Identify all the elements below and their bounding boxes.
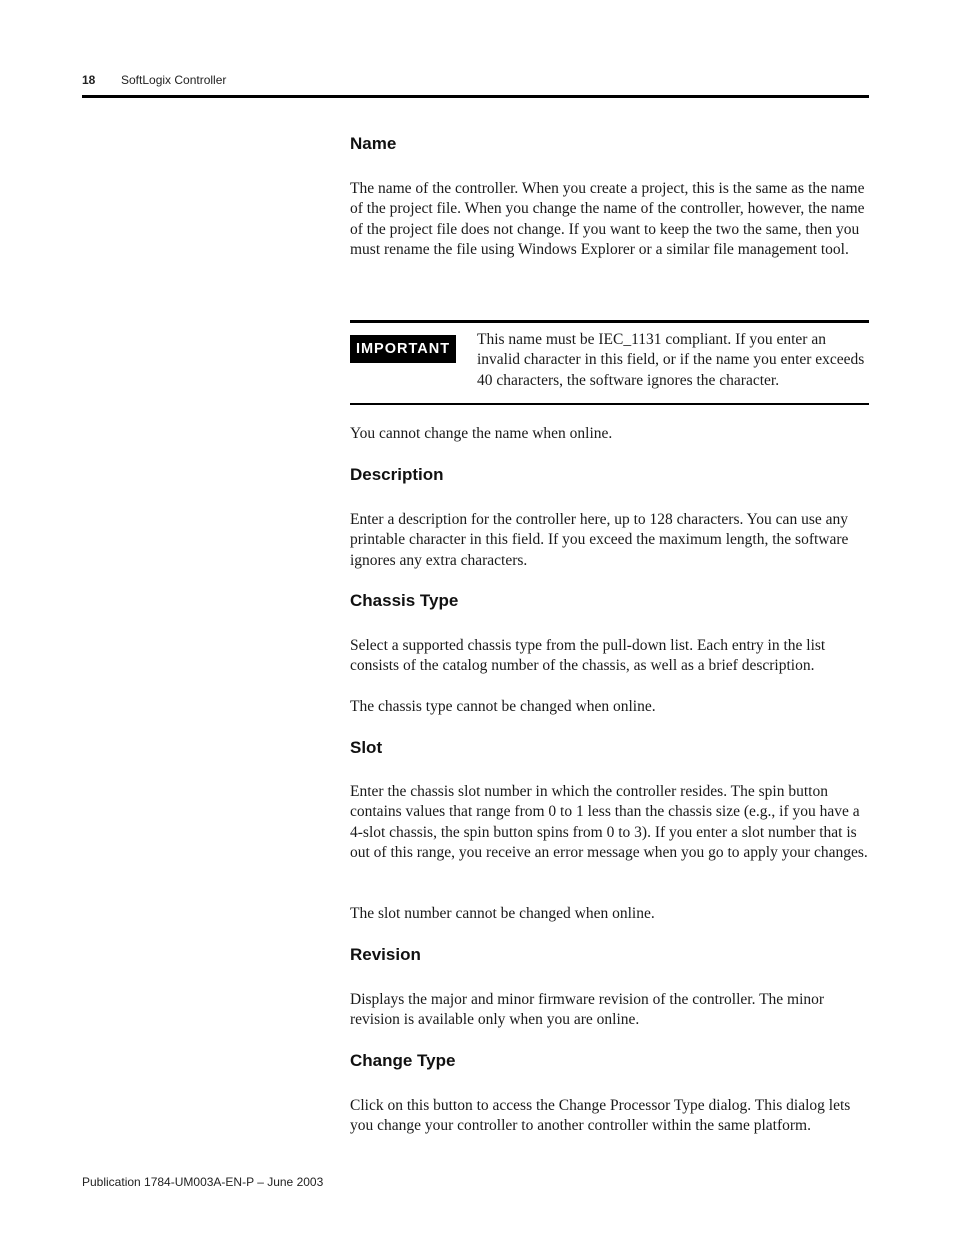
paragraph-description: Enter a description for the controller here, up to 128 characters. You can use any printable character in this field. If you exceed the maximum length, the software ignores any extra characters.	[350, 511, 849, 569]
page-number: 18	[82, 73, 96, 87]
footer-publication: Publication 1784-UM003A-EN-P – June 2003	[82, 1175, 324, 1189]
paragraph-chassis-type: Select a supported chassis type from the pull-down list. Each entry in the list consists of the catalog number of the chassis, as well as a brief description.	[350, 637, 826, 675]
important-label: IMPORTANT	[350, 335, 456, 363]
important-text: This name must be IEC_1131 compliant. If you enter an invalid character in this field, or if the name you enter exceeds 40 characters, the software ignores the character.	[477, 331, 865, 389]
heading-change-type: Change Type	[350, 1051, 456, 1070]
heading-name: Name	[350, 134, 397, 153]
running-title: SoftLogix Controller	[121, 73, 227, 87]
heading-slot: Slot	[350, 738, 383, 757]
paragraph-name-online: You cannot change the name when online.	[350, 425, 613, 442]
heading-chassis-type: Chassis Type	[350, 591, 459, 610]
heading-revision: Revision	[350, 945, 421, 964]
important-top-rule	[350, 320, 869, 323]
important-bottom-rule	[350, 403, 869, 405]
paragraph-name: The name of the controller. When you create a project, this is the same as the name of the project file. When you change the name of the controller, however, the name of the project file does not change. If you want to keep the two the same, then you must rename the file using Windows Explorer or a similar file management tool.	[350, 180, 865, 259]
paragraph-slot-online: The slot number cannot be changed when online.	[350, 905, 655, 922]
paragraph-slot: Enter the chassis slot number in which the controller resides. The spin button contains values that range from 0 to 1 less than the chassis size (e.g., if you have a 4-slot chassis, the spin button spins from 0 to 3). If you enter a slot number that is out of this range, you receive an error message when you go to apply your changes.	[350, 783, 868, 862]
header-rule	[82, 95, 869, 98]
heading-description: Description	[350, 465, 444, 484]
paragraph-revision: Displays the major and minor firmware revision of the controller. The minor revision is available only when you are online.	[350, 991, 825, 1029]
paragraph-chassis-type-online: The chassis type cannot be changed when online.	[350, 698, 656, 715]
paragraph-change-type: Click on this button to access the Change Processor Type dialog. This dialog lets you change your controller to another controller within the same platform.	[350, 1097, 851, 1135]
